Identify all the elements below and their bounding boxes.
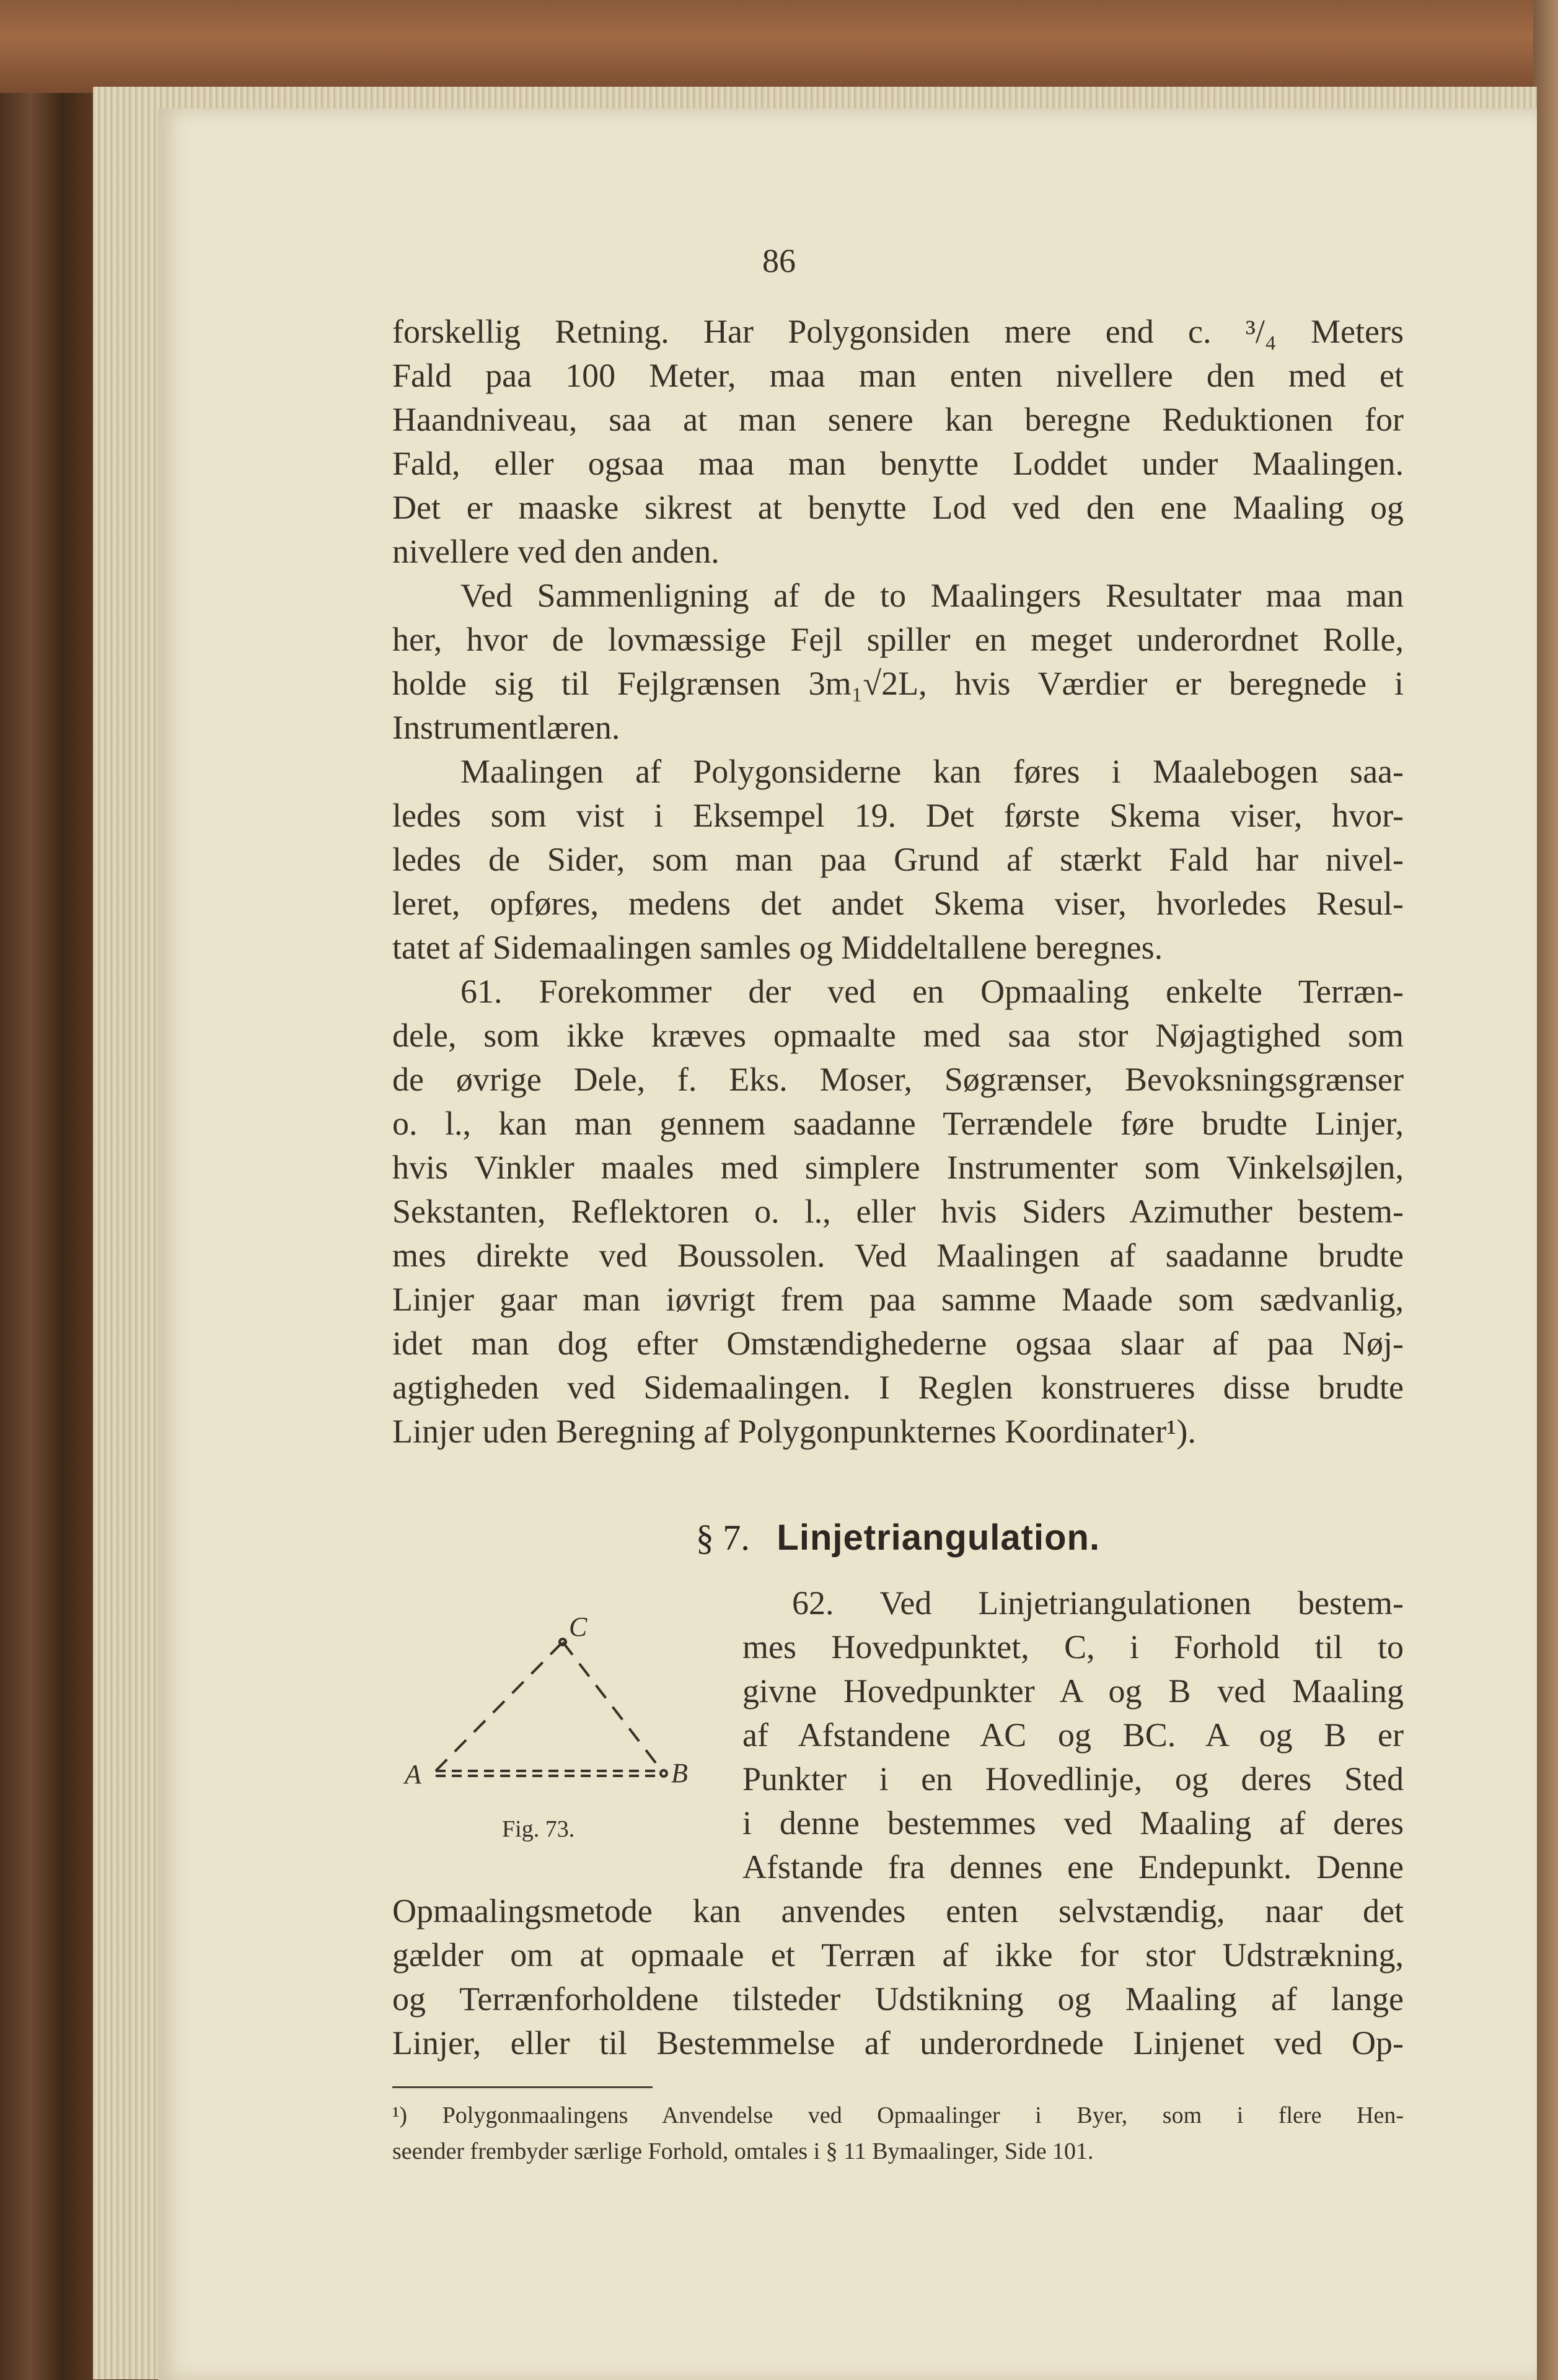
text-line: Afstande fra dennes ene Endepunkt. Denne bbox=[742, 1848, 1404, 1886]
text-line: Punkter i en Hovedlinje, og deres Sted bbox=[742, 1760, 1404, 1798]
figure-caption: Fig. 73. bbox=[502, 1816, 575, 1842]
text-line: forskellig Retning. Har Polygonsiden mere end c. ³/₄ Meters bbox=[392, 313, 1404, 350]
text-line: de øvrige Dele, f. Eks. Moser, Søgrænser, Bevoksningsgrænser bbox=[392, 1061, 1404, 1098]
line-bc bbox=[563, 1642, 662, 1771]
continuation-text bbox=[392, 1889, 1404, 2065]
text-line: Fald, eller ogsaa maa man benytte Loddet under Maalingen. bbox=[392, 445, 1404, 482]
text-line: 61. Forekommer der ved en Opmaaling enkelte Terræn- bbox=[460, 973, 1404, 1010]
page-number: 86 bbox=[762, 242, 796, 279]
text-line: af Afstandene AC og BC. A og B er bbox=[742, 1716, 1404, 1754]
book-cover-right-edge bbox=[1533, 0, 1558, 2380]
footnote-line: ¹) Polygonmaalingens Anvendelse ved Opmaalinger i Byer, som i flere Hen- bbox=[392, 2102, 1404, 2128]
footnote-line: seender frembyder særlige Forhold, omtales i § 11 Bymaalinger, Side 101. bbox=[392, 2138, 1094, 2164]
text-line: idet man dog efter Omstændighederne ogsaa slaar af paa Nøj- bbox=[392, 1325, 1404, 1362]
text-line: 62. Ved Linjetriangulationen bestem- bbox=[792, 1584, 1404, 1622]
section-title: Linjetriangulation. bbox=[777, 1517, 1101, 1558]
text-line: mes Hovedpunktet, C, i Forhold til to bbox=[742, 1628, 1404, 1666]
label-a: A bbox=[405, 1759, 421, 1789]
point-b bbox=[661, 1770, 667, 1776]
text-line: mes direkte ved Boussolen. Ved Maalingen af saadanne brudte bbox=[392, 1237, 1404, 1274]
text-line: hvis Vinkler maales med simplere Instrumenter som Vinkelsøjlen, bbox=[392, 1149, 1404, 1186]
text-line: nivellere ved den anden. bbox=[392, 533, 720, 570]
paragraph-1 bbox=[392, 310, 1404, 574]
text-line: ledes de Sider, som man paa Grund af stærkt Fald har nivel- bbox=[392, 841, 1404, 878]
section-heading bbox=[392, 1517, 1404, 1558]
text-line: Instrumentlæren. bbox=[392, 709, 620, 746]
side-text bbox=[742, 1581, 1404, 1889]
section-symbol: § 7. bbox=[695, 1517, 750, 1558]
text-line: Linjer, eller til Bestemmelse af underordnede Linjenet ved Op- bbox=[392, 2024, 1404, 2062]
text-line: givne Hovedpunkter A og B ved Maaling bbox=[742, 1672, 1404, 1710]
line-ac bbox=[436, 1642, 563, 1771]
text-line: tatet af Sidemaalingen samles og Middeltallene beregnes. bbox=[392, 929, 1163, 966]
text-line: ledes som vist i Eksempel 19. Det første Skema viser, hvor- bbox=[392, 797, 1404, 834]
text-line: Det er maaske sikrest at benytte Lod ved den ene Maaling og bbox=[392, 489, 1404, 526]
text-line: Maalingen af Polygonsiderne kan føres i Maalebogen saa- bbox=[460, 753, 1404, 790]
paragraph-3 bbox=[392, 750, 1404, 970]
text-line: agtigheden ved Sidemaalingen. I Reglen konstrueres disse brudte bbox=[392, 1369, 1404, 1406]
footnote bbox=[392, 2097, 1404, 2169]
text-line: gælder om at opmaale et Terræn af ikke for stor Udstrækning, bbox=[392, 1936, 1404, 1974]
label-b: B bbox=[671, 1758, 688, 1788]
text-line: Haandniveau, saa at man senere kan beregne Reduktionen for bbox=[392, 401, 1404, 438]
text-line: Fald paa 100 Meter, maa man enten nivellere den med et bbox=[392, 357, 1404, 394]
label-c: C bbox=[569, 1612, 588, 1642]
text-line: og Terrænforholdene tilsteder Udstikning og Maaling af lange bbox=[392, 1980, 1404, 2018]
text-line: dele, som ikke kræves opmaalte med saa stor Nøjagtighed som bbox=[392, 1017, 1404, 1054]
book-cover-top-edge bbox=[0, 0, 1558, 93]
text-line: Linjer gaar man iøvrigt frem paa samme Maade som sædvanlig, bbox=[392, 1281, 1404, 1318]
text-line: Opmaalingsmetode kan anvendes enten selvstændig, naar det bbox=[392, 1892, 1404, 1930]
text-line: her, hvor de lovmæssige Fejl spiller en meget underordnet Rolle, bbox=[392, 621, 1404, 658]
text-line: leret, opføres, medens det andet Skema viser, hvorledes Resul- bbox=[392, 885, 1404, 922]
text-line: i denne bestemmes ved Maaling af deres bbox=[742, 1804, 1404, 1842]
paragraph-4 bbox=[392, 970, 1404, 1454]
text-line: Ved Sammenligning af de to Maalingers Resultater maa man bbox=[460, 577, 1404, 614]
text-line: Sekstanten, Reflektoren o. l., eller hvis Siders Azimuther bestem- bbox=[392, 1193, 1404, 1230]
text-line: o. l., kan man gennem saadanne Terrændele føre brudte Linjer, bbox=[392, 1105, 1404, 1142]
text-line: Linjer uden Beregning af Polygonpunkternes Koordinater¹). bbox=[392, 1413, 1196, 1450]
footnote-divider bbox=[392, 2086, 653, 2088]
main-text bbox=[392, 310, 1404, 1454]
paragraph-2 bbox=[392, 574, 1404, 750]
text-line: holde sig til Fejlgrænsen 3m₁√2L, hvis Værdier er beregnede i bbox=[392, 665, 1404, 702]
